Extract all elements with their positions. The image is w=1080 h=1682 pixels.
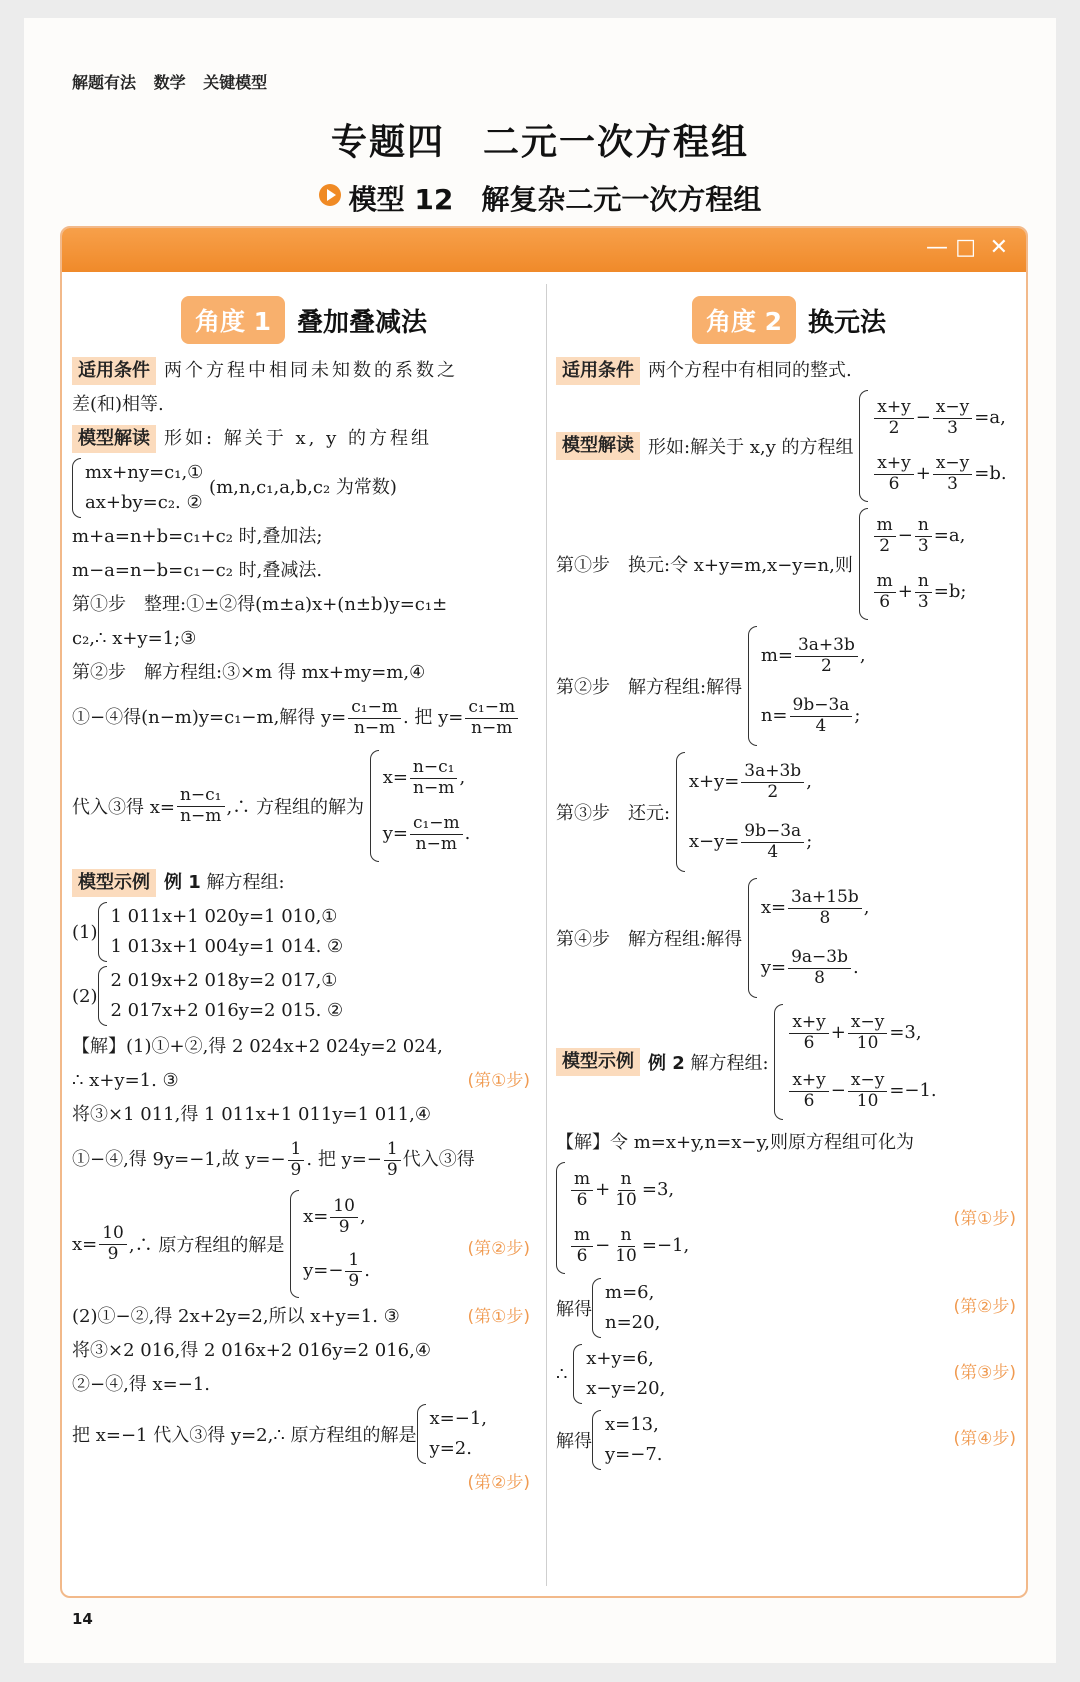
solution-line-3: 将③×1 011,得 1 011x+1 011y=1 011,④	[72, 1104, 431, 1125]
left-column	[72, 284, 536, 1496]
play-icon	[319, 184, 341, 206]
example-tag: 模型示例	[556, 1048, 640, 1076]
step-label: (第④步)	[953, 1429, 1016, 1449]
example-1-desc: 解方程组:	[206, 872, 285, 893]
example-2-desc: 解方程组:	[690, 1053, 769, 1074]
condition-text: 两个方程中相同未知数的系数之	[164, 360, 458, 381]
angle-1-badge: 角度 1	[181, 296, 285, 344]
r-step-3: 第③步 还元: x+y= $\frac{3a+3b}{2}$ , x−y= $\frac{9b-3a}{4}$ ;	[556, 752, 1022, 872]
step2-text-2: . 把 y=	[402, 707, 464, 728]
substitute-text: 代入③得 x=	[72, 797, 175, 818]
page-title: 专题四 二元一次方程组	[330, 122, 749, 163]
solution-line-6: (2)①−②,得 2x+2y=2,所以 x+y=1. ③ (第①步)	[72, 1300, 536, 1334]
model-text: 形如:解关于 x,y 的方程组	[648, 437, 854, 458]
solution-line-8: ②−④,得 x=−1.	[72, 1374, 211, 1395]
step-label: (第②步)	[953, 1297, 1016, 1317]
minimize-icon[interactable]: —	[926, 235, 948, 260]
system-eq-2: ax+by=c₂. ②	[85, 492, 203, 513]
r-solution-xy: 解得 x=13, y=−7. (第④步)	[556, 1410, 1022, 1470]
model-row	[72, 422, 536, 456]
angle-2-heading	[556, 296, 1022, 344]
condition-tag: 适用条件	[72, 357, 156, 385]
model-subtitle-text: 模型 12 解复杂二元一次方程组	[348, 183, 762, 216]
fraction: $\frac{\text{n−c₁}}{n-m}$	[177, 786, 225, 826]
r-model-row: 模型解读 形如:解关于 x,y 的方程组 $\frac{x+y}{2}$ − $\frac{x-y}{3}$ =a, $\frac{x+y}{6}$ + $\frac{x-y}{3}$ =b.	[556, 390, 1022, 502]
solution-line-2: ∴ x+y=1. ③ (第①步)	[72, 1064, 536, 1098]
step2-line1: 第②步 解方程组:③×m 得 mx+my=m,④	[72, 662, 426, 683]
r-condition-row	[556, 354, 1022, 388]
system-note: (m,n,c₁,a,b,c₂ 为常数)	[209, 477, 397, 498]
example-1-row	[72, 866, 536, 900]
solution-text: ,∴ 方程组的解为	[226, 797, 364, 818]
step2-line3	[72, 750, 536, 862]
step-label: (第②步)	[467, 1473, 530, 1493]
r-step-2: 第②步 解方程组:解得 m= $\frac{3a+3b}{2}$ , n= $\frac{9b-3a}{4}$ ;	[556, 626, 1022, 746]
r-step-1: 第①步 换元:令 x+y=m,x−y=n,则 $\frac{m}{2}$ − $\frac{n}{3}$ =a, $\frac{m}{6}$ + $\frac{n}{3}$ =b;	[556, 508, 1022, 620]
model-tag: 模型解读	[556, 432, 640, 460]
problem-2: (2) 2 019x+2 018y=2 017,① 2 017x+2 016y=2 015. ②	[72, 966, 536, 1026]
step2-line2	[72, 690, 536, 746]
condition-text: 两个方程中有相同的整式.	[648, 360, 852, 381]
solution-line-5: x= $\frac{10}{9}$ ,∴ 原方程组的解是 x= $\frac{10}{9}$ , y=− $\frac{1}{9}$ . (第②步)	[72, 1190, 536, 1298]
r-solution-back: ∴ x+y=6, x−y=20, (第③步)	[556, 1344, 1022, 1404]
close-icon[interactable]: ✕	[989, 235, 1008, 260]
r-step-4: 第④步 解方程组:解得 x= $\frac{3a+15b}{8}$ , y= $\frac{9a-3b}{8}$ .	[556, 878, 1022, 998]
right-column	[556, 284, 1022, 1476]
model-text: 形如: 解关于 x, y 的方程组	[164, 428, 432, 449]
angle-2-badge: 角度 2	[692, 296, 796, 344]
fraction: $\frac{\text{c₁−m}}{n-m}$	[348, 698, 401, 738]
page	[24, 18, 1056, 1663]
solution-x: x= $\frac{\text{n−c₁}}{n-m}$ ,	[382, 756, 466, 798]
problem-1: (1) 1 011x+1 020y=1 010,① 1 013x+1 004y=1 014. ②	[72, 902, 536, 962]
solution-y: y= $\frac{\text{c₁−m}}{n-m}$ .	[382, 812, 471, 854]
solution-line-4: ①−④,得 9y=−1,故 y=− $\frac{1}{9}$ . 把 y=− $\frac{1}{9}$ 代入③得	[72, 1138, 475, 1180]
add-rule: m+a=n+b=c₁+c₂ 时,叠加法;	[72, 526, 323, 547]
example-tag: 模型示例	[72, 869, 156, 897]
r-solution-mn: 解得 m=6, n=20, (第②步)	[556, 1278, 1022, 1338]
step-label: (第③步)	[953, 1363, 1016, 1383]
angle-1-heading	[72, 296, 536, 344]
content-window	[60, 226, 1028, 1598]
solution-line-10	[72, 1466, 536, 1496]
model-subtitle	[24, 178, 1056, 218]
model-tag: 模型解读	[72, 425, 156, 453]
step-label: (第①步)	[467, 1071, 530, 1091]
step-label: (第①步)	[953, 1209, 1016, 1229]
condition-row-2: 差(和)相等.	[72, 394, 164, 415]
column-divider	[546, 284, 547, 1586]
solution-line-9: 把 x=−1 代入③得 y=2,∴ 原方程组的解是 x=−1, y=2.	[72, 1404, 536, 1464]
r-example-2: 模型示例 例 2 解方程组: $\frac{x+y}{6}$ + $\frac{x-y}{10}$ =3, $\frac{x+y}{6}$ − $\frac{x-y}{10}$ =−1.	[556, 1004, 1022, 1120]
condition-row	[72, 354, 536, 388]
fraction: $\frac{\text{c₁−m}}{n-m}$	[465, 698, 518, 738]
step2-text: ①−④得(n−m)y=c₁−m,解得 y=	[72, 707, 347, 728]
step-label: (第②步)	[467, 1239, 530, 1259]
example-2-title: 例 2	[648, 1053, 685, 1074]
step1-line1: 第①步 整理:①±②得(m±a)x+(n±b)y=c₁±	[72, 594, 448, 615]
sub-rule: m−a=n−b=c₁−c₂ 时,叠减法.	[72, 560, 323, 581]
step1-line2: c₂,∴ x+y=1;③	[72, 628, 197, 649]
model-system	[72, 458, 536, 518]
maximize-icon[interactable]: □	[955, 235, 976, 260]
window-titlebar	[62, 228, 1026, 272]
angle-1-name: 叠加叠减法	[297, 307, 428, 338]
angle-2-name: 换元法	[808, 307, 887, 338]
page-number: 14	[72, 1610, 93, 1628]
system-eq-1: mx+ny=c₁,①	[85, 462, 204, 483]
solution-line-7: 将③×2 016,得 2 016x+2 016y=2 016,④	[72, 1340, 431, 1361]
r-solution-sub: $\frac{m}{6}$ + $\frac{n}{10}$ =3, $\frac{m}{6}$ − $\frac{n}{10}$ =−1, (第①步)	[556, 1162, 1022, 1274]
example-1-title: 例 1	[164, 872, 201, 893]
condition-tag: 适用条件	[556, 357, 640, 385]
solution-line-1: 【解】(1)①+②,得 2 024x+2 024y=2 024,	[72, 1036, 443, 1057]
step-label: (第①步)	[467, 1307, 530, 1327]
book-header: 解题有法 数学 关键模型	[72, 73, 268, 92]
r-solution-intro: 【解】令 m=x+y,n=x−y,则原方程组可化为	[556, 1132, 915, 1153]
